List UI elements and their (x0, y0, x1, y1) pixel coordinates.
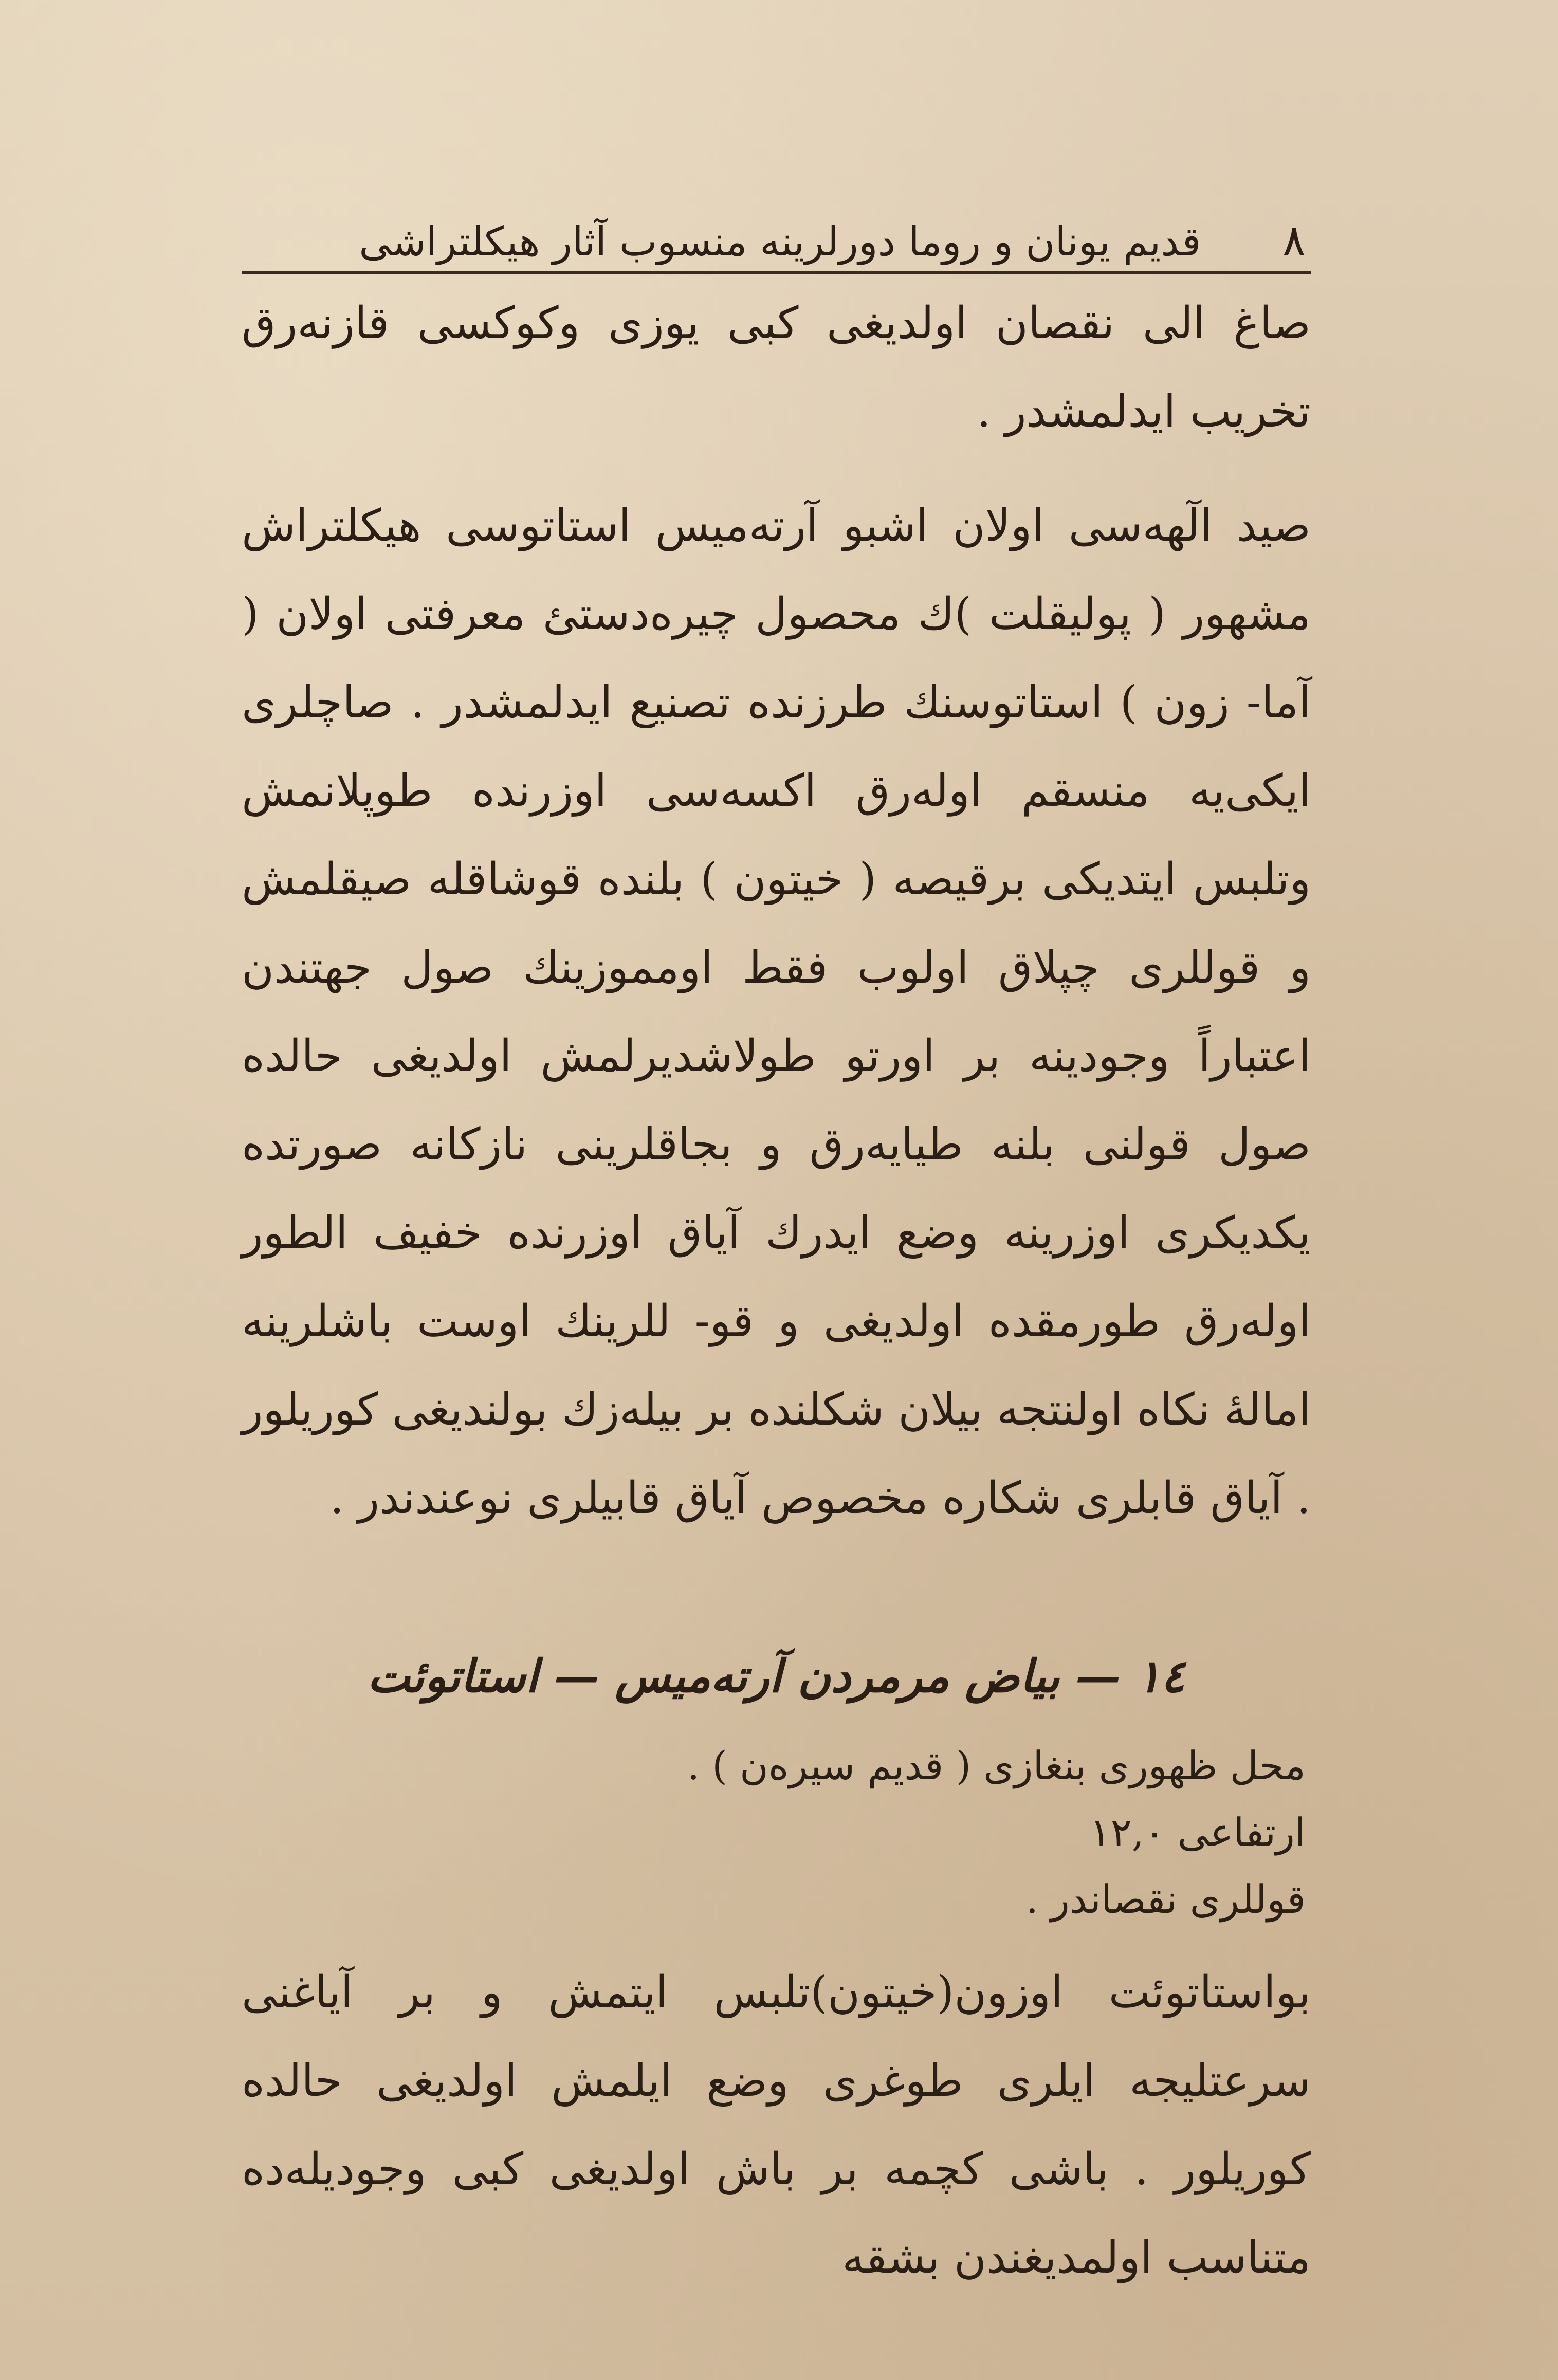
page-content (242, 195, 1311, 2302)
page-header (242, 195, 1311, 274)
catalog-meta (242, 1732, 1311, 1933)
paragraph-artemis-description: صيد الٓهه‌سى اولان اشبو آرته‌ميس استاتوسى هيكلتراش مشهور ( پوليقلت )ك محصول چيره‌دستئ معرفتى اولان ( آما- زون ) استاتوسنك طرزنده تصنيع ايدلمشدر . صاچلرى ايكى‌يه منسقم اوله‌رق اكسه‌سى اوزرنده طوپلانمش وتلبس ايتديكى برقيصه ( خيتون ) بلنده قوشاقله صيقلمش و قوللرى چپلاق اولوب فقط اومموزينك صول جهتندن اعتباراً وجودينه بر اورتو طولاشديرلمش اولديغى حالده صول قولنى بلنه طيايه‌رق و بجاقلرينى نازكانه صورتده يكديكرى اوزرينه وضع ايدرك آياق اوزرنده خفيف الطور اوله‌رق طورمقده اولديغى و قو- للرينك اوست باشلرينه امالهٔ نكاه اولنتجه بيلان شكلنده بر بيله‌زك بولنديغى كوريلور . آياق قابلرى شكاره مخصوص آياق قابيلرى نوعندندر . (242, 500, 1311, 1524)
meta-provenance: محل ظهورى بنغازى ( قديم سيره‌ن ) . (687, 1743, 1306, 1788)
paragraph-continuation: صاغ الى نقصان اولديغى كبى يوزى وكوكسى قازنه‌رق تخريب ايدلمشدر . (242, 298, 1311, 437)
section-heading: ١٤ — بياض مرمردن آرته‌ميس — استاتوئت (367, 1649, 1185, 1703)
paragraph-statuette-description: بواستاتوئت اوزون(خيتون)تلبس ايتمش و بر آياغنى سرعتليجه ايلرى طوغرى وضع ايلمش اولديغى حالده كوريلور . باشى كچمه بر باش اولديغى كبى وجوديله‌ده متناسب اولمديغندن بشقه (242, 1967, 1311, 2283)
meta-condition: قوللرى نقصاندر . (1025, 1876, 1306, 1922)
running-title: قديم يونان و روما دورلرينه منسوب آثار هيكلتراشى (359, 219, 1201, 265)
meta-height: ارتفاعى ١٢,٠ (1089, 1810, 1306, 1855)
page-number: ٨ (1282, 215, 1306, 266)
